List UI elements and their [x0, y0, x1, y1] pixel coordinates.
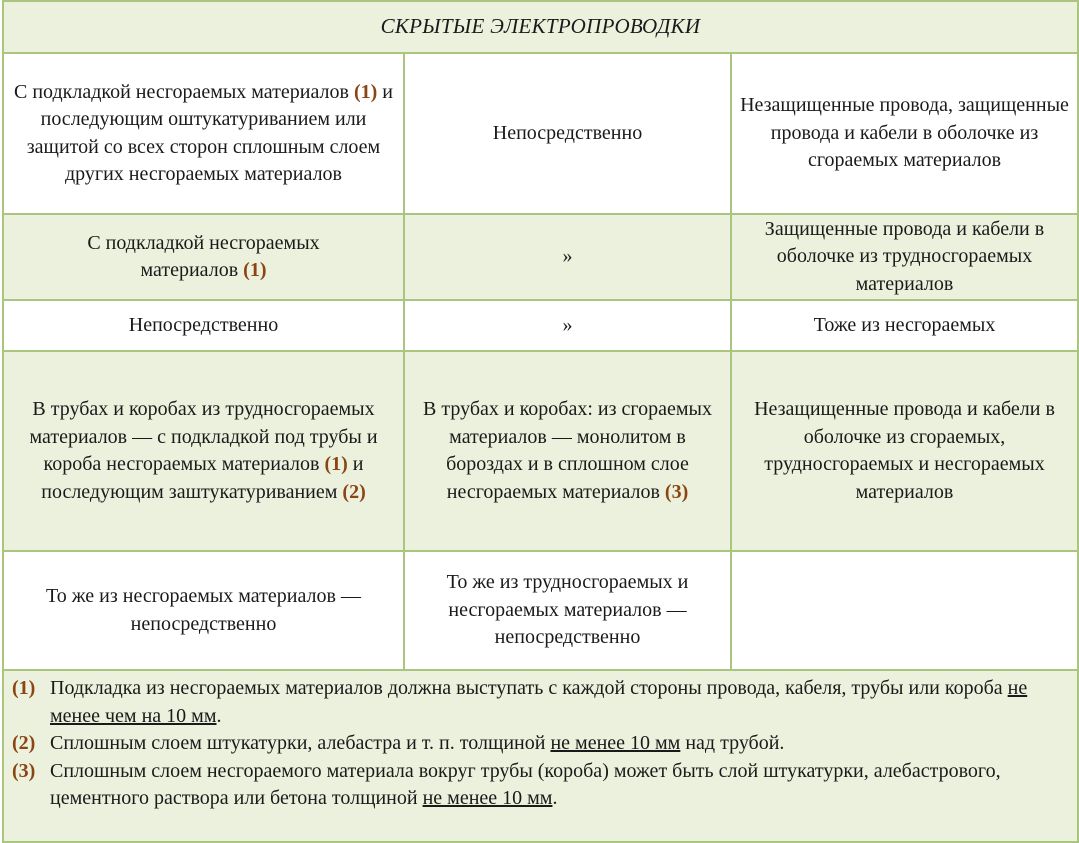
hidden-wiring-table: [2, 0, 1079, 843]
table-cell: [731, 551, 1078, 670]
table-row: [3, 214, 1078, 300]
table-cell: »: [404, 214, 731, 300]
footnote-ref: (3): [664, 480, 689, 503]
table-row: [3, 551, 1078, 670]
table-cell: Непосредственно: [3, 300, 404, 351]
table-cell: Тоже из несгораемых: [731, 300, 1078, 351]
footnote-ref: (1): [324, 453, 348, 475]
table-cell: С подкладкой несгораемых материалов (1) и последующим оштукатуриванием или защитой со всех сторон сплошным слоем других несгораемых материалов: [3, 53, 404, 214]
table-cell: »: [404, 300, 731, 351]
table-cell: В трубах и коробах: из сгораемых материалов — монолитом в бороздах и в сплошном слое несгораемых материалов (3): [404, 351, 731, 551]
table-row: [3, 53, 1078, 214]
footnote-item: (3) Сплошным слоем несгораемого материала вокруг трубы (короба) может быть слой штукатурки, алебастрового, цементного раствора или бетона толщиной не менее 10 мм.: [12, 759, 1001, 809]
footnote-ref: (1): [243, 259, 267, 281]
footnote-number: (3): [12, 759, 36, 782]
footnote-number: (1): [12, 677, 36, 699]
table-cell: В трубах и коробах из трудносгораемых материалов — с подкладкой под трубы и короба несгораемых материалов (1) и последующим заштукатуриванием (2): [3, 351, 404, 551]
table-row: [3, 300, 1078, 351]
table-cell: Защищенные провода и кабели в оболочке из трудносгораемых материалов: [731, 214, 1078, 300]
table-cell: Незащищенные провода и кабели в оболочке из сгораемых, трудносгораемых и несгораемых материалов: [731, 351, 1078, 551]
table-row: [3, 351, 1078, 551]
table-cell: То же из несгораемых материалов — непосредственно: [3, 551, 404, 670]
footnote-ref: (2): [342, 480, 366, 503]
footnotes: [3, 670, 1078, 842]
table-title: СКРЫТЫЕ ЭЛЕКТРОПРОВОДКИ: [3, 1, 1078, 53]
table-cell: Незащищенные провода, защищенные провода и кабели в оболочке из сгораемых материалов: [731, 53, 1078, 214]
footnote-item: (2) Сплошным слоем штукатурки, алебастра и т. п. толщиной не менее 10 мм над трубой.: [50, 730, 1067, 758]
footnote-number: (2): [12, 732, 36, 754]
table-cell: Непосредственно: [404, 53, 731, 214]
footnote-ref: (1): [353, 80, 378, 103]
table-cell: То же из трудносгораемых и несгораемых материалов — непосредственно: [404, 551, 731, 670]
footnote-item: (1) Подкладка из несгораемых материалов должна выступать с каждой стороны провода, кабеля, трубы или короба не менее чем на 10 мм.: [12, 677, 1028, 727]
table-cell: С подкладкой несгораемых материалов (1): [3, 214, 404, 300]
notes-row: [3, 670, 1078, 842]
